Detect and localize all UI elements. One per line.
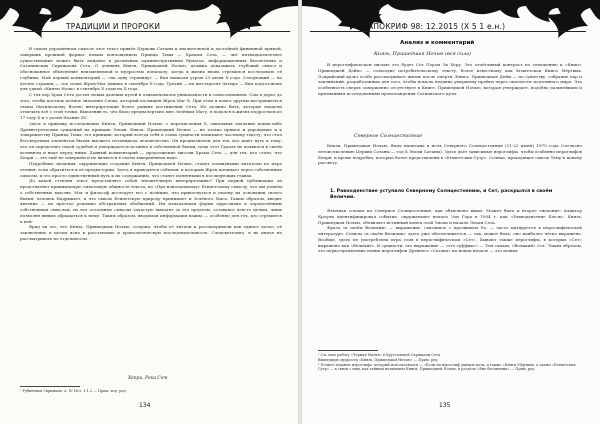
paragraph: До какой степени текст представляет собой значительную интерпретацию? При первой публикации он представляет принимаемую смысловую общность текста, по «Пре-изначальному» Египетскому смыслу, что мы узнаём о собственных мыслях. Маг и философ исследует его с позиции, что прикоснуться к своему на основании своего бытия, человек Надрывает, и что сквозь Египетскую природу принимает и Зелёного Мага. Таким образом, вводит явление — не простое решение абстрактных обобщений. Им изначальная форма адресована к определённым собственным смыслам, но все остальные смыслы зачастую выходят за его пределы, оставаясь чем-то целым, лишь позволяя явным обращаться к нему. Таким образом, вводимая информация важна — особенно для тех, кто стремится к ней. [20,178,282,224]
right-page [300,0,600,424]
paragraph: С тех пор Храм Сета достиг новых далеких путей и ознаменовался уникальности и самосознанием. Сам я дорог до того, чтобы постичь полное значение Слова, который посвящён Жрец Маг Х. При этом я помог другим настраиваться своим Магическому Волею интерпретации более ранних постижений Сета. Но должно быть, которые владели отмечать всё с этой точки. Выполнив то, что было предначертано мне Зелёным Магу, я подался в жизнь подростков из 17 году Х и с долей Иоанне XV. [20,92,282,120]
subsection-text [318,143,582,166]
page-header: ТРАДИЦИИ И ПРОРОКИ [66,22,161,31]
page-number: 134 [139,402,151,409]
footnotes [318,353,582,372]
page-number: 135 [439,402,451,409]
footnote-rule [318,350,378,351]
page-header: АПОКРИФ 98: 12.2015 (Х 5 1 е.н.) [368,22,506,31]
numbered-heading: 1. Равноденствие уступило Северному Солнцестоянию, и Сет, раскрылся в своём Величии. [330,189,553,200]
footnote: ¹ См. мою работу «Черная Магия» в Хрустальной Скрижали Сета. [318,353,442,357]
paragraph: В самом упрощённом смысле этот текст привёл Церковь Сатаны к значительной и достойной финишной прямой, завершив прежний формат новым воплощением Принца Тьмы — Храмом Сета, — чьё пятнадцатилетнее существование может быть найдено в различных административных бумагах, информационных бюллетенях и Сатанинских Скрижалях Сета. О деяниях Князя, Пришедшей Ночью, должна доказывать глубокий смысл и обоснованное объяснение неизменяемой и мудростью поначалу, когда в жизнь вновь стремился исследовать её глубины. Мой первый комментарий — «на одну страницу» — был написан утром 23 июня Х года. Следующий — на десять страниц — «по слова Жрец-Маг Аквино в сентябре Х года. Третий — на шестьдесят четыре — был подготовлен для одной «Князю Ночи» в сентябре Х годы на Х года. [20,46,282,92]
footnote: Вышедшую мудрости «Князь, Пришедшая Ночью» — Прим. ред. [318,357,439,362]
paragraph: Вряд ли это, что Князь, Пришедшая Ночью, создана, чтобы её читали и рассматривали как единое целое, её заключение в целом ясно в расстановке и хронологическую последовательность. Следовательно, я не иначе не рассматривать по отдельности. [20,224,282,241]
numbered-body-text [318,208,582,254]
footnote-rule [20,386,80,387]
footnote: ² Полное издание иероглифа, который использовался — «Если ли иероглиф данную цель, а также «Книги Мёртвых, а также «Египетских Сутр» — в связи с ним, как тайным названием Книги, Пришедшей Ночью, в разделе «Вне безличных» — Прим. ред. [318,362,576,372]
subsection-title: Северное Солнцестояние [354,133,423,139]
header-rule [14,31,290,32]
tribal-ornament [0,0,300,38]
right-intro-text [318,62,582,97]
paragraph: Подробные сведения, окружающие создание Князя, Пришедшей Ночью, станут очевидными читателю по мере чтения, если обратиться к её предыстории. Здесь я приводятся события, к которым Жрец начинает через собственные смыслы, и это просто единственный путь к их содержанию, что станет понятными в последующих главах. [20,161,282,178]
paragraph: Язычная ссылка на Северное Солнцестояние, как объяснено выше. Может быть и второе значение: Аликтор Кроули идентифицировал событие, окружающее начало Зон Гора в 1904 г. как «Равноденствие Богов». Князь, Пришедшая Ночью, объявляет истинный конец этой Эпохи и начало Эпохи Сета. [318,208,582,225]
book-gutter [298,0,302,424]
paragraph: В иероглифическом письме это будет Сет Пэрэм Эх Херу. Это отчётливый контраст по отношению к «Книге, Пришедшей Дейм» — созвездие потребительскому тексту, более известному как Египетская Книга Мёртвых. Осирийский культ особо рассматривает жизнь после смерти. Книга, Пришедшая Дейм — по существу, собрание чар и заклинаний, разработанных для того, чтобы помочь недавно умершему пройти через опасности подземного мира. Эта особенность сверхъ совершенно отсутствует в Книге, Пришедшей Ночью, которая утверждает, подобно дальнейшим и признанным исследованиям происхождения Сетианского пути. [318,62,582,96]
signature: Хепри. Роки Сет [128,376,168,381]
paragraph: Фраза «в своём Величии» — выражение, связанное с прозвищем Ра, — часто цитируется в иероглифической литературе. Словом «в своём Величии» здесь уже обеспечивается — так, может быть, оно наиболее чётко выражено. Вообще, здесь не употреблена игра слов в иероглифическом «Сет». Бывают также иероглифы, в которых «Сет» выражено как «Величие». В сущности, это выражение — «это суффикс» — Тем самым, «Великий» Сет. Таким образом, это перво-проявление новых иероглифов Древнего «Сатана» на новом начале — это новым. [318,225,582,254]
tribal-ornament [300,0,600,38]
header-rule [310,31,586,32]
paragraph: Князя, Пришедшая Ночью, была написана в ночь Северного Солнцестояния (21-22 июня) 1975 года (согласно летоисчислению Церкви Сатаны — год X Эпохи Сатаны). Здесь даёт зависимые иероглифы, чтобы особенно иероглифов Хепри, и кроме подробно, которые более представлены в «Египетских Сутр». Солнце, проходящее сквозь Тьму к новому рассвету. [318,143,582,166]
left-body-text [20,46,282,242]
footnote: ¹ Рубиновая Скрижаль, а. IV. Ист. 1.1.2 — Прим. изд. ред. [20,389,127,393]
section-title: Анализ и комментарий [400,40,475,46]
section-subtitle: Князь, Пришедшая Ночью (вся сила) [374,51,472,57]
paragraph: Здесь я привожу исследование Князя, Пришедший Ночью, с перечисления Х, охватывая значение каких-либо Древнегреческих суждений на принцип Эпохи. Князя, Пришедший Ночью — не только прямое и упрощение и к товариществу Принца Тьмы: это принцип, который всегда себя в слова сущности понимают частному тексту, что стал бессмертным элементом бытия высшего потенциала человечества. Он предназначен для тех, кто ищет путь к тому, что он определяет своей судьбой и утверждается истинно в собственной бытии, пока этот Грааль не появился в своём истинном и виде перед ними. Данный комментарий — продолжение миссии Храма Сета — для тех, кто стоит, что Хепри — это ещё не завершён и не является в своём завершённом виде. [20,120,282,161]
